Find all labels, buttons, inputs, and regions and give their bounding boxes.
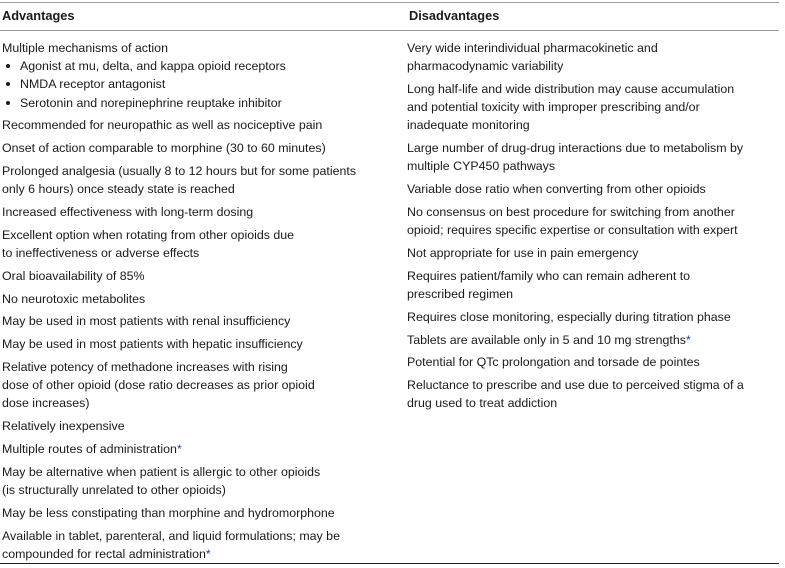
- disadvantage-row-text: Large number of drug-drug interactions due to metabolism by: [407, 141, 744, 156]
- disadvantage-row: [407, 139, 777, 175]
- advantage-row: [2, 290, 405, 308]
- disadvantage-row-text: Variable dose ratio when converting from other opioids: [407, 182, 706, 197]
- advantage-row-text: May be used in most patients with hepatic insufficiency: [2, 337, 303, 352]
- disadvantages-header: Disadvantages: [409, 8, 500, 24]
- disadvantage-row-text: Long half-life and wide distribution may cause accumulation: [407, 82, 735, 96]
- disadvantage-row: [407, 376, 777, 412]
- disadvantage-row-text: Reluctance to prescribe and use due to perceived stigma of a: [407, 378, 744, 393]
- advantage-row-text: Increased effectiveness with long-term dosing: [2, 205, 254, 219]
- advantage-row: [2, 440, 405, 458]
- advantage-row: [2, 39, 405, 112]
- advantage-row-text: May be less constipating than morphine and hydromorphone: [2, 505, 335, 520]
- bullet-item: NMDA receptor antagonist: [2, 75, 405, 93]
- disadvantage-row-text: Tablets are available only in 5 and 10 mg strengths*: [407, 332, 691, 347]
- disadvantage-row-text: drug used to treat addiction: [407, 396, 558, 411]
- disadvantage-row-text: Very wide interindividual pharmacokinetic and: [407, 41, 658, 55]
- advantage-row: [2, 139, 405, 157]
- advantage-row-text: Multiple routes of administration*: [2, 441, 182, 456]
- advantage-row-text: (is structurally unrelated to other opioids): [2, 482, 226, 497]
- disadvantage-row-text: and potential toxicity with improper prescribing and/or: [407, 100, 700, 115]
- table-header: [0, 3, 779, 31]
- disadvantage-row-text: inadequate monitoring: [407, 118, 530, 133]
- advantage-row-text: Recommended for neuropathic as well as nociceptive pain: [2, 118, 323, 133]
- advantage-row: [2, 203, 405, 221]
- disadvantage-row: [407, 267, 777, 303]
- comparison-table: [0, 2, 779, 564]
- disadvantage-row: [407, 244, 777, 262]
- bullet-item: Serotonin and norepinephrine reuptake inhibitor: [2, 94, 405, 112]
- bullet-item: Agonist at mu, delta, and kappa opioid receptors: [2, 57, 405, 75]
- advantage-row-text: Available in tablet, parenteral, and liquid formulations; may be: [2, 528, 340, 543]
- disadvantage-row-text: Requires patient/family who can remain adherent to: [407, 268, 691, 283]
- advantage-row-text: dose of other opioid (dose ratio decreases as prior opioid: [2, 378, 315, 393]
- advantage-row: [2, 267, 405, 285]
- advantage-row: [2, 504, 405, 522]
- advantage-row-text: to ineffectiveness or adverse effects: [2, 246, 200, 260]
- advantage-row: [2, 417, 405, 435]
- disadvantage-row-text: No consensus on best procedure for switching from another: [407, 205, 735, 219]
- advantage-row: [2, 463, 405, 499]
- footnote-asterisk: *: [685, 332, 691, 347]
- advantage-row-text: Multiple mechanisms of action: [2, 41, 168, 55]
- disadvantage-row: [407, 39, 777, 75]
- advantage-row-text: No neurotoxic metabolites: [2, 291, 146, 306]
- advantage-row-text: Onset of action comparable to morphine (30 to 60 minutes): [2, 141, 326, 156]
- advantage-row: [2, 312, 405, 330]
- advantage-row-text: Prolonged analgesia (usually 8 to 12 hours but for some patients: [2, 164, 357, 178]
- advantage-row: [2, 226, 405, 262]
- advantage-row-text: Excellent option when rotating from other opioids due: [2, 227, 295, 242]
- advantage-row-text: May be alternative when patient is allergic to other opioids: [2, 464, 321, 479]
- disadvantage-row: [407, 80, 777, 135]
- advantage-row-text: May be used in most patients with renal insufficiency: [2, 314, 291, 329]
- disadvantage-row: [407, 331, 777, 349]
- advantage-row-text: dose increases): [2, 396, 90, 411]
- disadvantage-row-text: prescribed regimen: [407, 287, 514, 301]
- footnote-asterisk: *: [205, 546, 211, 561]
- advantage-row: [2, 358, 405, 413]
- disadvantage-row: [407, 203, 777, 239]
- advantage-row: [2, 162, 405, 198]
- disadvantage-row-text: Not appropriate for use in pain emergency: [407, 246, 639, 260]
- disadvantage-row: [407, 353, 777, 371]
- advantage-row-text: only 6 hours) once steady state is reached: [2, 182, 235, 197]
- disadvantage-row: [407, 308, 777, 326]
- advantage-row-text: Oral bioavailability of 85%: [2, 268, 145, 283]
- advantage-row-text: Relative potency of methadone increases with rising: [2, 359, 288, 374]
- advantage-row: [2, 116, 405, 134]
- footnote-asterisk: *: [176, 441, 182, 456]
- advantages-column: [0, 39, 405, 568]
- disadvantage-row-text: Requires close monitoring, especially during titration phase: [407, 309, 731, 324]
- disadvantage-row-text: pharmacodynamic variability: [407, 59, 564, 74]
- advantage-row-text: Relatively inexpensive: [2, 419, 125, 434]
- advantages-header: Advantages: [2, 8, 75, 24]
- disadvantage-row: [407, 180, 777, 198]
- disadvantage-row-text: opioid; requires specific expertise or consultation with expert: [407, 223, 738, 238]
- disadvantages-column: [405, 39, 777, 568]
- advantage-row: [2, 335, 405, 353]
- advantage-row: [2, 527, 405, 563]
- disadvantage-row-text: multiple CYP450 pathways: [407, 159, 556, 174]
- advantage-row-text: compounded for rectal administration*: [2, 546, 211, 561]
- disadvantage-row-text: Potential for QTc prolongation and torsade de pointes: [407, 355, 700, 370]
